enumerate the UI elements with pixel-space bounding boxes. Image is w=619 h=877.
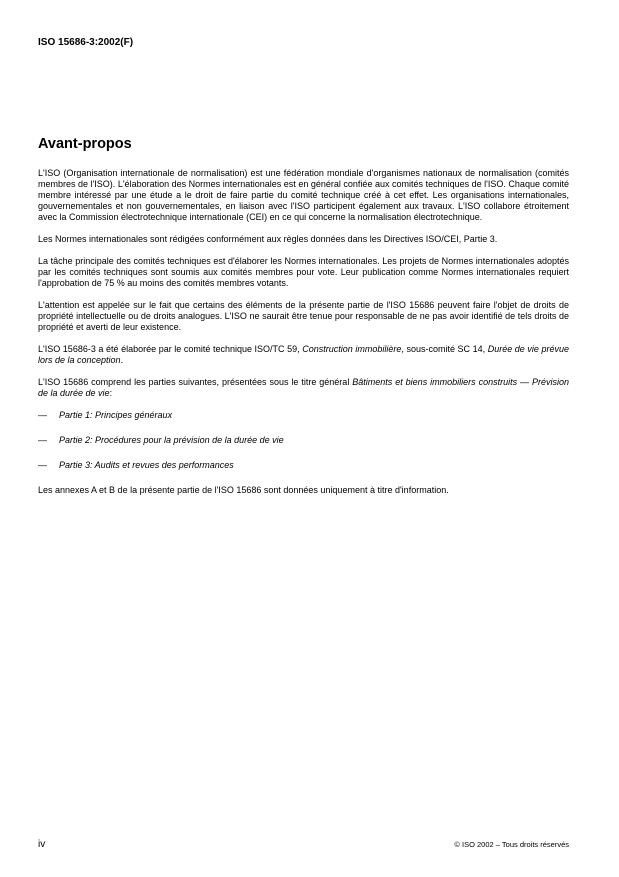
text-segment: L'ISO 15686-3 a été élaborée par le comité technique ISO/TC 59, [38,344,303,354]
paragraph-patent-notice: L'attention est appelée sur le fait que certains des éléments de la présente partie de l'ISO 15686 peuvent faire l'objet de droits de propriété intellectuelle ou de droits analogues. L'ISO ne saurait être tenue pour responsable de ne pas avoir identifié de tels droits de propriété et averti de leur existence. [38,300,569,332]
series-title: Bâtiments et biens immobiliers construits — Prévision de la durée de vie [38,377,569,398]
dash-bullet: — [38,460,47,470]
list-item [38,460,569,471]
paragraph-main-task: La tâche principale des comités techniques est d'élaborer les Normes internationales. Les projets de Normes internationales adoptés par les comités techniques sont soumis aux comités membres pour vote. Leur publication comme Normes internationales requiert l'approbation de 75 % au moins des comités membres votants. [38,256,569,288]
foreword-body [38,168,569,507]
page-title: Avant-propos [38,136,132,152]
part-title: Partie 1: Principes généraux [59,410,173,420]
copyright-notice: © ISO 2002 – Tous droits réservés [454,840,569,849]
paragraph-drafting-rules: Les Normes internationales sont rédigées conformément aux règles données dans les Directives ISO/CEI, Partie 3. [38,234,498,244]
paragraph-iso-intro: L'ISO (Organisation internationale de normalisation) est une fédération mondiale d'organismes nationaux de normalisation (comités membres de l'ISO). L'élaboration des Normes internationales est en général confiée aux comités techniques de l'ISO. Chaque comité membre intéressé par une étude a le droit de faire partie du comité technique créé à cet effet. Les organisations internationales, gouvernementales et non gouvernementales, en liaison avec l'ISO participent également aux travaux. L'ISO collabore étroitement avec la Commission électrotechnique internationale (CEI) en ce qui concerne la normalisation électrotechnique. [38,168,569,222]
text-segment: L'ISO 15686 comprend les parties suivantes, présentées sous le titre général [38,377,353,387]
subcommittee-title: Durée de vie prévue lors de la conception [38,344,569,365]
text-segment: , sous-comité SC 14, [401,344,488,354]
committee-title: Construction immobilière [302,344,402,354]
page-number: iv [38,839,46,850]
list-item [38,435,569,446]
list-item [38,410,569,421]
text-segment: : [109,388,113,398]
dash-bullet: — [38,435,47,445]
paragraph-parts-intro [38,377,569,399]
text-segment: . [120,355,124,365]
paragraph-prepared-by [38,344,569,366]
paragraph-annexes: Les annexes A et B de la présente partie de l'ISO 15686 sont données uniquement à titre d'information. [38,485,449,495]
dash-bullet: — [38,410,47,420]
part-title: Partie 3: Audits et revues des performances [59,460,234,470]
document-header: ISO 15686-3:2002(F) [38,37,134,48]
part-title: Partie 2: Procédures pour la prévision de la durée de vie [59,435,284,445]
